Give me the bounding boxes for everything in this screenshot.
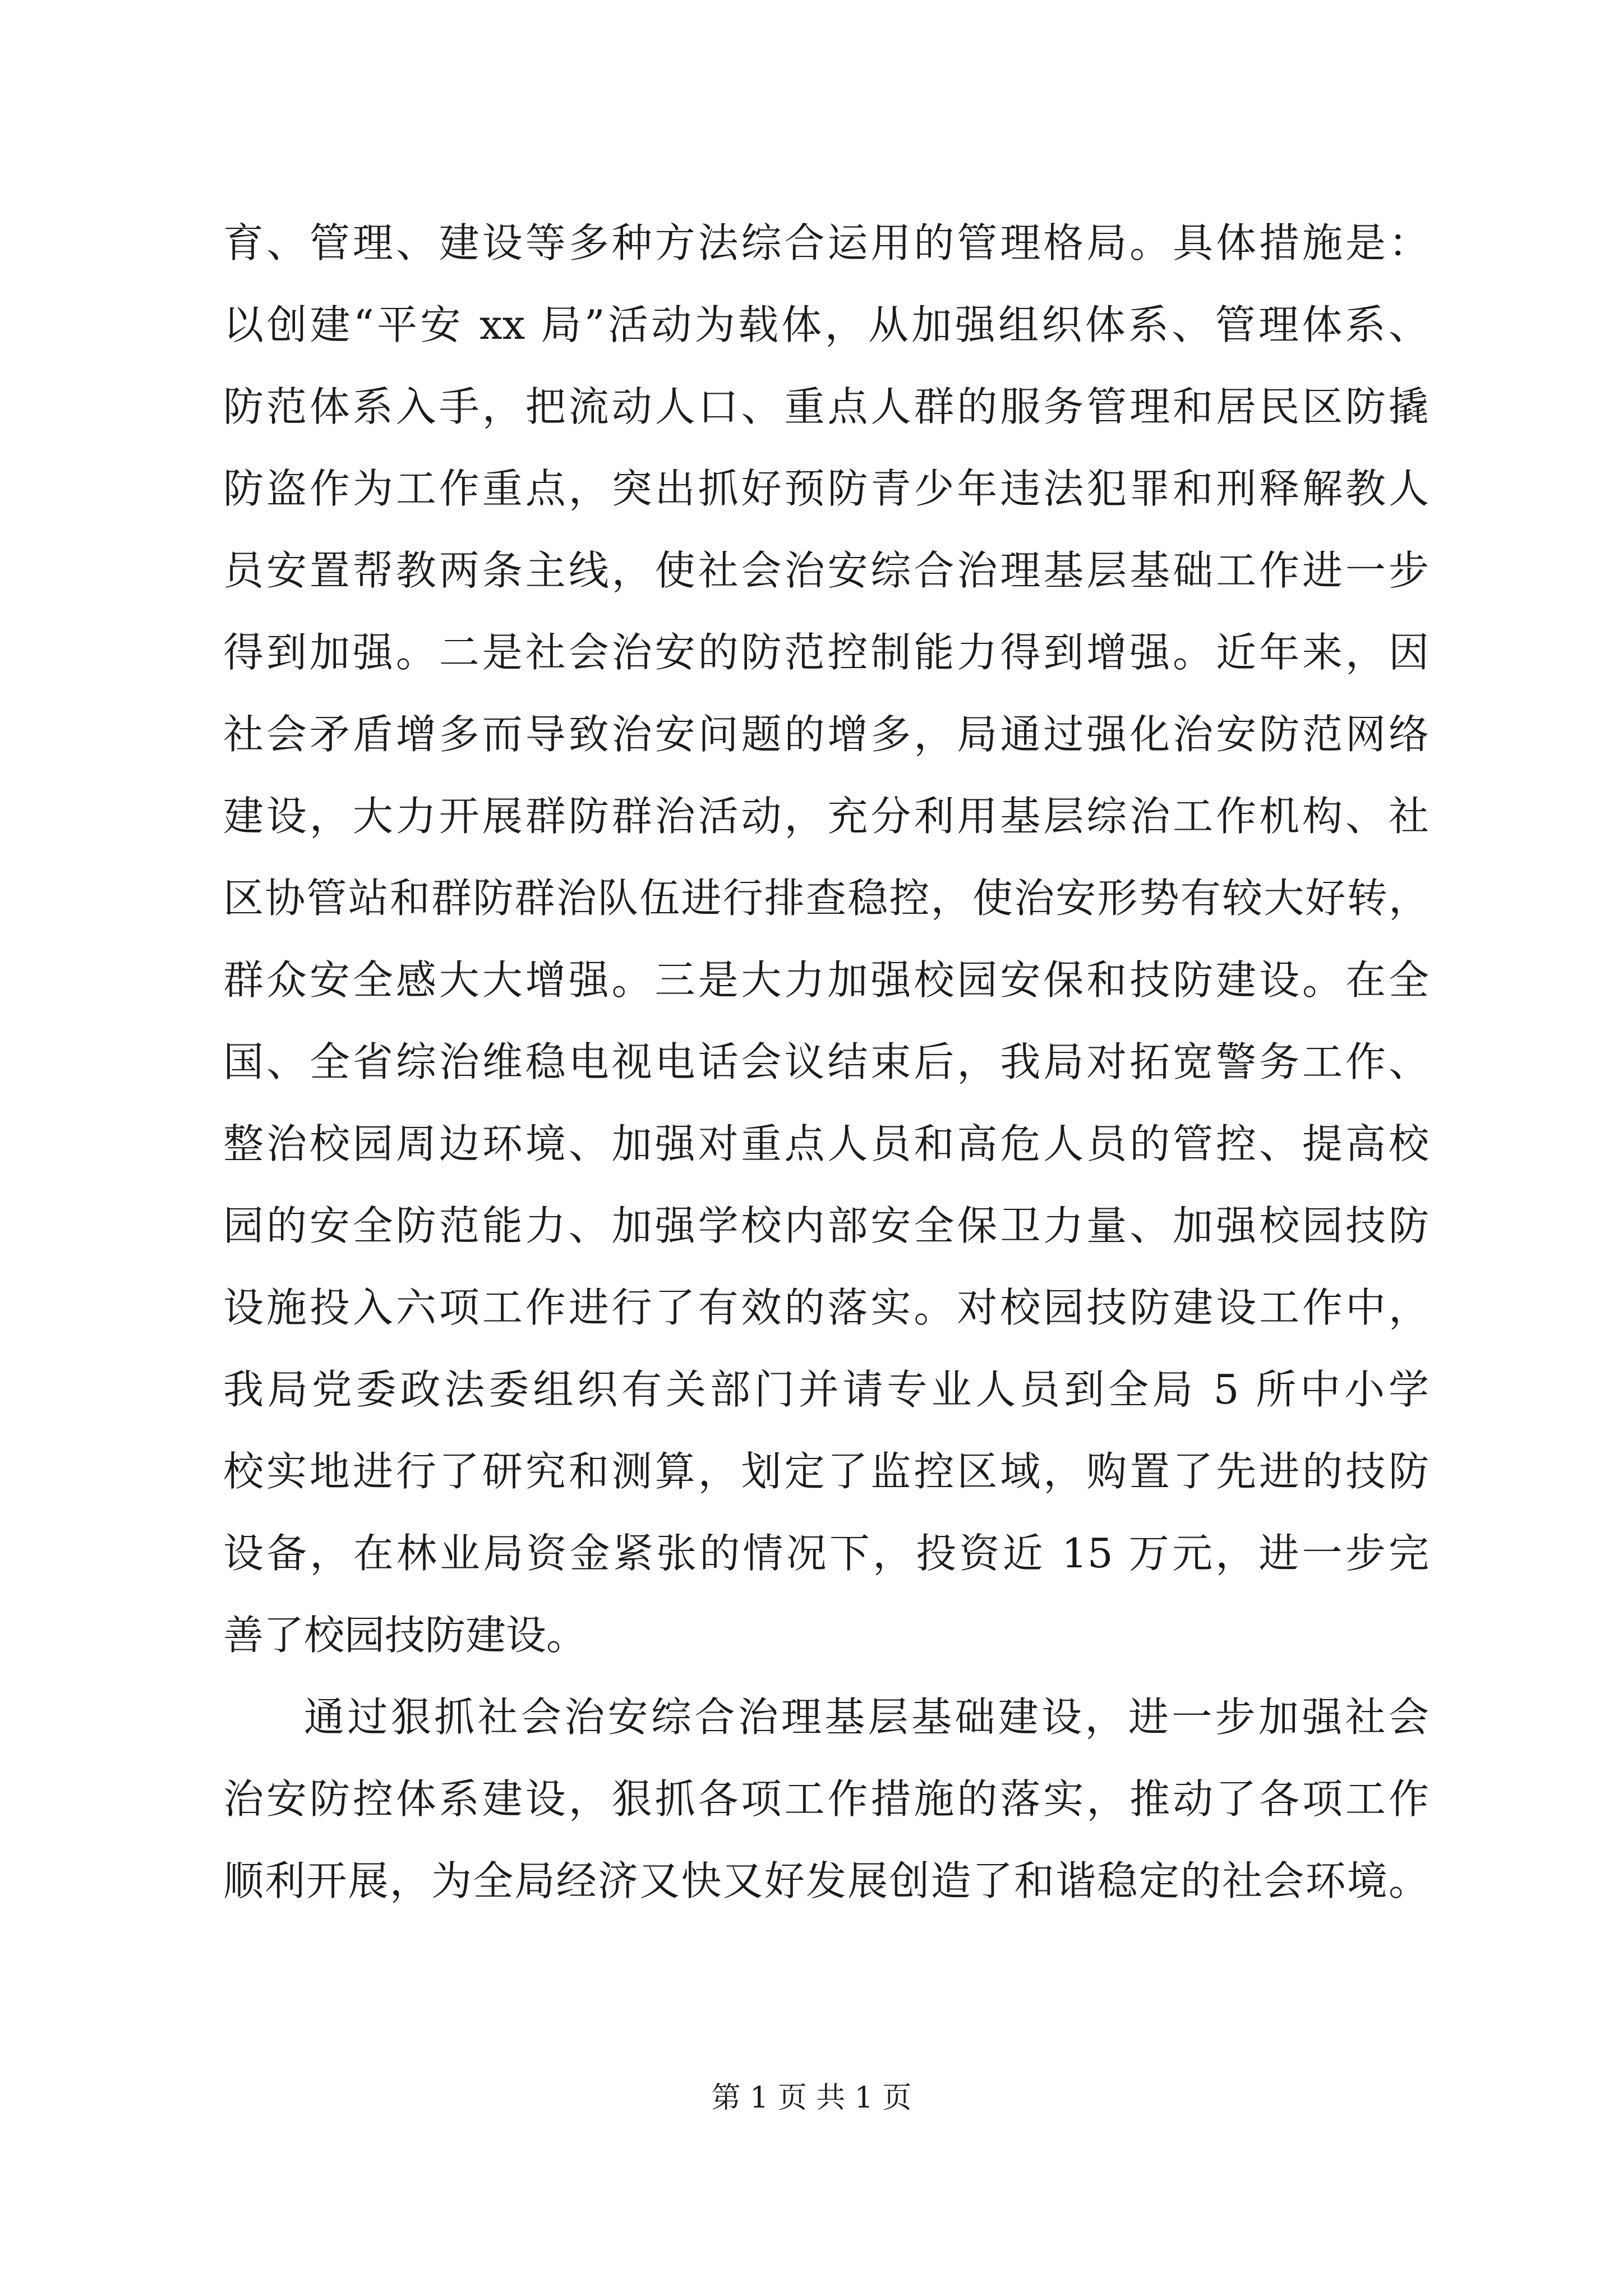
text-line: 社会矛盾增多而导致治安问题的增多，局通过强化治安防范网络 <box>223 711 1429 758</box>
text-line: 得到加强。二是社会治安的防范控制能力得到增强。近年来，因 <box>223 629 1429 676</box>
text-line: 防盗作为工作重点，突出抓好预防青少年违法犯罪和刑释解教人 <box>223 465 1429 512</box>
text-line: 园的安全防范能力、加强学校内部安全保卫力量、加强校园技防 <box>223 1202 1429 1249</box>
text-line: 区协管站和群防群治队伍进行排查稳控，使治安形势有较大好转， <box>223 875 1429 922</box>
page-footer: 第 1 页 共 1 页 <box>711 2081 912 2115</box>
text-line: 顺利开展，为全局经济又快又好发展创造了和谐稳定的社会环境。 <box>223 1857 1429 1904</box>
text-line: 建设，大力开展群防群治活动，充分利用基层综治工作机构、社 <box>223 793 1429 840</box>
paragraph-2 <box>223 1676 1429 1922</box>
text-line: 群众安全感大大增强。三是大力加强校园安保和技防建设。在全 <box>223 956 1429 1004</box>
text-line: 通过狠抓社会治安综合治理基层基础建设，进一步加强社会 <box>304 1694 1429 1741</box>
text-line: 以创建“平安 xx 局”活动为载体，从加强组织体系、管理体系、 <box>223 301 1429 348</box>
text-line: 设施投入六项工作进行了有效的落实。对校园技防建设工作中， <box>223 1284 1429 1331</box>
document-body <box>223 202 1429 1922</box>
text-line: 育、管理、建设等多种方法综合运用的管理格局。具体措施是： <box>223 219 1429 266</box>
text-line: 设备，在林业局资金紧张的情况下，投资近 15 万元，进一步完 <box>223 1530 1429 1577</box>
text-line: 员安置帮教两条主线，使社会治安综合治理基层基础工作进一步 <box>223 547 1429 594</box>
text-line: 校实地进行了研究和测算，划定了监控区域，购置了先进的技防 <box>223 1448 1429 1495</box>
text-line: 国、全省综治维稳电视电话会议结束后，我局对拓宽警务工作、 <box>223 1038 1429 1085</box>
text-line: 善了校园技防建设。 <box>223 1612 587 1659</box>
text-line: 治安防控体系建设，狠抓各项工作措施的落实，推动了各项工作 <box>223 1775 1429 1823</box>
text-line: 防范体系入手，把流动人口、重点人群的服务管理和居民区防撬 <box>223 383 1429 430</box>
text-line: 我局党委政法委组织有关部门并请专业人员到全局 5 所中小学 <box>223 1366 1429 1413</box>
text-line: 整治校园周边环境、加强对重点人员和高危人员的管控、提高校 <box>223 1120 1429 1167</box>
paragraph-1 <box>223 202 1429 1676</box>
